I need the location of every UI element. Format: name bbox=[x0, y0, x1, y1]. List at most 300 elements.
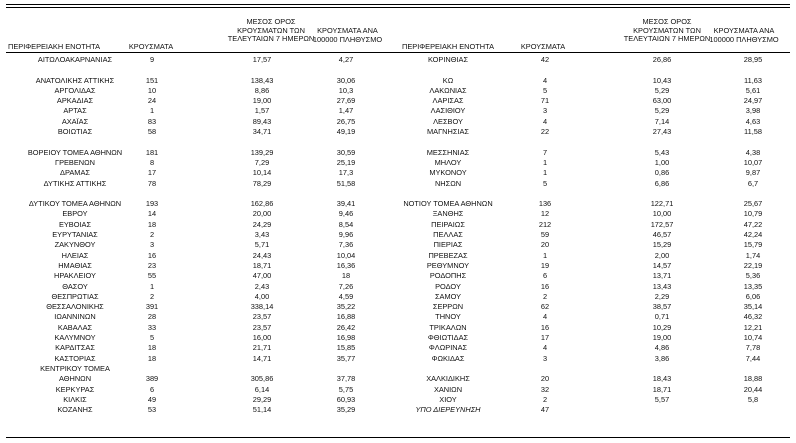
seven-day-average: 10,43 bbox=[652, 75, 672, 85]
region-name: ΠΕΙΡΑΙΩΣ bbox=[431, 219, 465, 229]
cases-per-100k: 35,77 bbox=[336, 353, 356, 363]
cases-per-100k: 9,96 bbox=[338, 230, 354, 240]
cases-count: 18 bbox=[147, 353, 157, 363]
table-row bbox=[0, 312, 390, 322]
cases-count: 4 bbox=[542, 116, 548, 126]
cases-per-100k: 4,27 bbox=[338, 55, 354, 64]
cases-per-100k: 25,19 bbox=[336, 157, 356, 167]
cases-per-100k: 22,19 bbox=[743, 260, 763, 270]
region-name: ΕΥΒΟΙΑΣ bbox=[58, 219, 92, 229]
table-row bbox=[0, 127, 390, 137]
table-row bbox=[390, 261, 796, 271]
cases-count: 5 bbox=[542, 178, 548, 188]
cases-count: 2 bbox=[542, 394, 548, 404]
table-row bbox=[0, 251, 390, 261]
seven-day-average: 7,29 bbox=[254, 157, 270, 167]
table-row bbox=[390, 302, 796, 312]
region-name: ΚΑΛΥΜΝΟΥ bbox=[54, 333, 96, 343]
cases-count: 58 bbox=[147, 127, 157, 137]
seven-day-average: 162,86 bbox=[250, 199, 274, 209]
cases-count: 24 bbox=[147, 96, 157, 106]
region-name: ΙΩΑΝΝΙΝΩΝ bbox=[54, 312, 96, 322]
cases-per-100k: 4,59 bbox=[338, 291, 354, 301]
cases-per-100k: 28,95 bbox=[743, 55, 763, 64]
seven-day-average: 46,57 bbox=[652, 230, 672, 240]
cases-count: 1 bbox=[542, 157, 548, 167]
cases-per-100k: 7,36 bbox=[338, 240, 354, 250]
cases-count: 7 bbox=[542, 147, 548, 157]
table-row bbox=[390, 86, 796, 96]
column-header: ΚΡΟΥΣΜΑΤΑ ΑΝΑ 100000 ΠΛΗΘΥΣΜΟ bbox=[709, 26, 779, 44]
cases-per-100k: 7,44 bbox=[745, 353, 761, 363]
column-header: ΚΡΟΥΣΜΑΤΑ bbox=[128, 42, 174, 51]
cases-count: 391 bbox=[145, 302, 159, 312]
table-row bbox=[0, 240, 390, 250]
cases-per-100k: 15,85 bbox=[336, 343, 356, 353]
region-name: ΚΩ bbox=[442, 75, 454, 85]
table-row bbox=[0, 96, 390, 106]
region-name: ΧΑΛΚΙΔΙΚΗΣ bbox=[426, 374, 470, 384]
cases-count: 3 bbox=[542, 106, 548, 116]
cases-count: 12 bbox=[540, 209, 550, 219]
table-row bbox=[390, 354, 796, 364]
seven-day-average: 26,86 bbox=[652, 55, 672, 64]
seven-day-average: 10,14 bbox=[252, 168, 272, 178]
cases-count: 14 bbox=[147, 209, 157, 219]
cases-count: 33 bbox=[147, 322, 157, 332]
seven-day-average: 1,57 bbox=[254, 106, 270, 116]
table-row bbox=[0, 220, 390, 230]
cases-per-100k: 15,79 bbox=[743, 240, 763, 250]
cases-count: 22 bbox=[540, 127, 550, 137]
cases-count: 18 bbox=[147, 219, 157, 229]
region-name: ΡΟΔΟΠΗΣ bbox=[429, 271, 467, 281]
region-name: ΠΡΕΒΕΖΑΣ bbox=[428, 250, 468, 260]
cases-count: 49 bbox=[147, 394, 157, 404]
region-name: ΜΥΚΟΝΟΥ bbox=[429, 168, 467, 178]
region-name: ΛΑΡΙΣΑΣ bbox=[432, 96, 464, 106]
cases-per-100k: 8,54 bbox=[338, 219, 354, 229]
cases-per-100k: 10,3 bbox=[338, 85, 354, 95]
table-row bbox=[0, 282, 390, 292]
region-name: ΡΕΘΥΜΝΟΥ bbox=[426, 260, 470, 270]
cases-per-100k: 49,19 bbox=[336, 127, 356, 137]
cases-count: 4 bbox=[542, 75, 548, 85]
seven-day-average: 18,71 bbox=[252, 260, 272, 270]
seven-day-average: 21,71 bbox=[252, 343, 272, 353]
cases-count: 6 bbox=[542, 271, 548, 281]
region-name: ΔΡΑΜΑΣ bbox=[60, 168, 90, 178]
seven-day-average: 20,00 bbox=[252, 209, 272, 219]
cases-count: 16 bbox=[147, 250, 157, 260]
seven-day-average: 6,86 bbox=[654, 178, 670, 188]
cases-per-100k: 5,8 bbox=[747, 394, 759, 404]
cases-count: 193 bbox=[145, 199, 159, 209]
region-name: ΛΕΣΒΟΥ bbox=[433, 116, 463, 126]
region-name: ΛΑΣΙΘΙΟΥ bbox=[430, 106, 466, 116]
table-row bbox=[0, 76, 390, 86]
cases-per-100k: 16,98 bbox=[336, 333, 356, 343]
seven-day-average: 2,43 bbox=[254, 281, 270, 291]
table-row bbox=[390, 209, 796, 219]
cases-count: 17 bbox=[540, 333, 550, 343]
cases-count: 17 bbox=[147, 168, 157, 178]
region-name: ΗΜΑΘΙΑΣ bbox=[58, 260, 92, 270]
region-name: ΠΙΕΡΙΑΣ bbox=[433, 240, 463, 250]
cases-per-100k: 10,04 bbox=[336, 250, 356, 260]
column-header: ΜΕΣΟΣ ΟΡΟΣ ΚΡΟΥΣΜΑΤΩΝ ΤΩΝ ΤΕΛΕΥΤΑΙΩΝ 7 ΗΜΕΡΩΝ bbox=[227, 17, 315, 43]
cases-count: 3 bbox=[149, 240, 155, 250]
table-row bbox=[0, 395, 390, 405]
cases-per-100k: 18 bbox=[341, 271, 351, 281]
seven-day-average: 51,14 bbox=[252, 405, 272, 415]
cases-count: 389 bbox=[145, 374, 159, 384]
table-row bbox=[0, 117, 390, 127]
cases-per-100k: 4,38 bbox=[745, 147, 761, 157]
region-name: ΦΛΩΡΙΝΑΣ bbox=[428, 343, 468, 353]
seven-day-average: 2,29 bbox=[654, 291, 670, 301]
cases-per-100k: 11,58 bbox=[744, 127, 762, 137]
table-spacer-row bbox=[390, 189, 796, 199]
cases-per-100k: 39,41 bbox=[336, 199, 356, 209]
cases-per-100k: 6,06 bbox=[745, 291, 761, 301]
table-row bbox=[390, 240, 796, 250]
cases-count: 6 bbox=[149, 384, 155, 394]
cases-per-100k: 13,35 bbox=[743, 281, 763, 291]
seven-day-average: 3,43 bbox=[254, 230, 270, 240]
table-row bbox=[390, 168, 796, 178]
cases-per-100k: 3,98 bbox=[745, 106, 761, 116]
region-name: ΠΕΛΛΑΣ bbox=[433, 230, 463, 240]
table-row bbox=[390, 127, 796, 137]
region-name: ΚΑΣΤΟΡΙΑΣ bbox=[54, 353, 96, 363]
seven-day-average: 24,43 bbox=[252, 250, 272, 260]
seven-day-average: 29,29 bbox=[252, 394, 272, 404]
region-name: ΦΩΚΙΔΑΣ bbox=[431, 353, 465, 363]
table-spacer-row bbox=[390, 364, 796, 374]
seven-day-average: 34,71 bbox=[252, 127, 272, 137]
cases-per-100k: 10,74 bbox=[743, 333, 763, 343]
table-row bbox=[390, 179, 796, 189]
region-name: ΤΡΙΚΑΛΩΝ bbox=[429, 322, 467, 332]
cases-per-100k: 10,79 bbox=[743, 209, 763, 219]
cases-per-100k: 47,22 bbox=[743, 219, 763, 229]
region-name: ΑΙΤΩΛΟΑΚΑΡΝΑΝΙΑΣ bbox=[37, 55, 113, 64]
seven-day-average: 16,00 bbox=[252, 333, 272, 343]
region-name: ΧΙΟΥ bbox=[439, 394, 457, 404]
table-row bbox=[0, 364, 390, 374]
seven-day-average: 0,71 bbox=[654, 312, 670, 322]
region-name: ΚΟΡΙΝΘΙΑΣ bbox=[427, 55, 469, 64]
table-spacer-row bbox=[0, 189, 390, 199]
region-name: ΗΛΕΙΑΣ bbox=[61, 250, 89, 260]
seven-day-average: 5,29 bbox=[654, 106, 670, 116]
cases-per-100k: 9,87 bbox=[745, 168, 761, 178]
seven-day-average: 172,57 bbox=[650, 219, 674, 229]
cases-per-100k: 27,69 bbox=[336, 96, 356, 106]
seven-day-average: 5,71 bbox=[254, 240, 270, 250]
cases-per-100k: 16,36 bbox=[336, 260, 356, 270]
seven-day-average: 338,14 bbox=[250, 302, 274, 312]
cases-per-100k: 60,93 bbox=[336, 394, 356, 404]
region-name: ΤΗΝΟΥ bbox=[435, 312, 461, 322]
seven-day-average: 138,43 bbox=[250, 75, 274, 85]
table-row bbox=[390, 282, 796, 292]
cases-per-100k: 17,3 bbox=[338, 168, 354, 178]
table-row bbox=[390, 55, 796, 65]
cases-count: 2 bbox=[149, 230, 155, 240]
cases-count: 1 bbox=[542, 168, 548, 178]
seven-day-average: 4,00 bbox=[254, 291, 270, 301]
table-row bbox=[390, 395, 796, 405]
seven-day-average: 5,43 bbox=[654, 147, 670, 157]
cases-per-100k: 11,63 bbox=[744, 75, 762, 85]
cases-count: 2 bbox=[542, 291, 548, 301]
seven-day-average: 305,86 bbox=[250, 374, 274, 384]
seven-day-average: 122,71 bbox=[650, 199, 674, 209]
table-row bbox=[390, 251, 796, 261]
cases-count: 83 bbox=[147, 116, 157, 126]
seven-day-average: 24,29 bbox=[252, 219, 272, 229]
region-name: ΡΟΔΟΥ bbox=[435, 281, 461, 291]
region-name: ΣΕΡΡΩΝ bbox=[432, 302, 464, 312]
table-row bbox=[390, 96, 796, 106]
seven-day-average: 27,43 bbox=[652, 127, 672, 137]
seven-day-average: 7,14 bbox=[654, 116, 670, 126]
seven-day-average: 23,57 bbox=[252, 322, 272, 332]
cases-count: 212 bbox=[538, 219, 552, 229]
cases-per-100k: 7,26 bbox=[338, 281, 354, 291]
seven-day-average: 10,00 bbox=[652, 209, 672, 219]
cases-count: 4 bbox=[542, 343, 548, 353]
table-spacer-row bbox=[0, 137, 390, 147]
cases-count: 136 bbox=[538, 199, 552, 209]
seven-day-average: 17,57 bbox=[252, 55, 272, 64]
region-name: ΜΑΓΝΗΣΙΑΣ bbox=[427, 127, 469, 137]
cases-count: 32 bbox=[540, 384, 550, 394]
region-name: ΜΕΣΣΗΝΙΑΣ bbox=[426, 147, 470, 157]
cases-per-100k: 25,67 bbox=[743, 199, 763, 209]
region-name: ΚΕΝΤΡΙΚΟΥ ΤΟΜΕΑ bbox=[40, 363, 110, 373]
cases-per-100k: 46,32 bbox=[743, 312, 763, 322]
cases-per-100k: 9,46 bbox=[338, 209, 354, 219]
table-row bbox=[0, 148, 390, 158]
table-row bbox=[390, 343, 796, 353]
region-name: ΔΥΤΙΚΟΥ ΤΟΜΕΑ ΑΘΗΝΩΝ bbox=[28, 199, 122, 209]
region-name: ΣΑΜΟΥ bbox=[434, 291, 462, 301]
table-row bbox=[0, 55, 390, 65]
table-row bbox=[0, 323, 390, 333]
table-row bbox=[0, 333, 390, 343]
table-row bbox=[0, 230, 390, 240]
region-name: ΕΒΡΟΥ bbox=[62, 209, 88, 219]
cases-count: 16 bbox=[540, 281, 550, 291]
region-name: ΚΙΛΚΙΣ bbox=[63, 394, 87, 404]
cases-per-100k: 5,61 bbox=[745, 85, 761, 95]
region-name: ΦΘΙΩΤΙΔΑΣ bbox=[427, 333, 469, 343]
seven-day-average: 4,86 bbox=[654, 343, 670, 353]
seven-day-average: 139,29 bbox=[250, 147, 274, 157]
seven-day-average: 63,00 bbox=[652, 96, 672, 106]
left-table bbox=[0, 0, 390, 443]
seven-day-average: 2,00 bbox=[654, 250, 670, 260]
seven-day-average: 89,43 bbox=[252, 116, 272, 126]
cases-per-100k: 35,14 bbox=[743, 302, 763, 312]
cases-per-100k: 35,29 bbox=[336, 405, 356, 415]
cases-per-100k: 1,74 bbox=[745, 250, 761, 260]
table-row bbox=[0, 354, 390, 364]
cases-count: 181 bbox=[145, 147, 159, 157]
header-rule bbox=[6, 52, 390, 53]
table-row bbox=[0, 292, 390, 302]
cases-count: 1 bbox=[542, 250, 548, 260]
seven-day-average: 38,57 bbox=[652, 302, 672, 312]
seven-day-average: 0,86 bbox=[654, 168, 670, 178]
cases-count: 9 bbox=[149, 55, 155, 64]
table-row bbox=[0, 209, 390, 219]
table-spacer-row bbox=[390, 65, 796, 75]
seven-day-average: 23,57 bbox=[252, 312, 272, 322]
table-row bbox=[390, 374, 796, 384]
region-name: ΒΟΙΩΤΙΑΣ bbox=[57, 127, 93, 137]
table-row bbox=[0, 405, 390, 415]
cases-per-100k: 5,75 bbox=[338, 384, 354, 394]
seven-day-average: 1,00 bbox=[654, 157, 670, 167]
region-name: ΘΑΣΟΥ bbox=[62, 281, 88, 291]
cases-count: 16 bbox=[540, 322, 550, 332]
table-row bbox=[0, 261, 390, 271]
region-name: ΞΑΝΘΗΣ bbox=[432, 209, 464, 219]
cases-per-100k: 16,88 bbox=[336, 312, 356, 322]
cases-per-100k: 7,78 bbox=[745, 343, 761, 353]
table-row bbox=[0, 86, 390, 96]
cases-count: 10 bbox=[147, 85, 157, 95]
table-row bbox=[0, 158, 390, 168]
cases-per-100k: 12,21 bbox=[743, 322, 763, 332]
region-name: ΝΗΣΩΝ bbox=[434, 178, 462, 188]
cases-count: 1 bbox=[149, 281, 155, 291]
column-header: ΜΕΣΟΣ ΟΡΟΣ ΚΡΟΥΣΜΑΤΩΝ ΤΩΝ ΤΕΛΕΥΤΑΙΩΝ 7 ΗΜΕΡΩΝ bbox=[623, 17, 711, 43]
table-row bbox=[390, 220, 796, 230]
table-row bbox=[390, 230, 796, 240]
table-row bbox=[390, 117, 796, 127]
region-name: ΖΑΚΥΝΘΟΥ bbox=[54, 240, 96, 250]
cases-per-100k: 10,07 bbox=[743, 157, 763, 167]
cases-count: 8 bbox=[149, 157, 155, 167]
region-name: ΚΕΡΚΥΡΑΣ bbox=[55, 384, 95, 394]
region-name: ΘΕΣΣΑΛΟΝΙΚΗΣ bbox=[46, 302, 104, 312]
table-row bbox=[390, 76, 796, 86]
seven-day-average: 14,71 bbox=[252, 353, 272, 363]
cases-per-100k: 30,59 bbox=[336, 147, 356, 157]
table-row bbox=[390, 385, 796, 395]
cases-count: 3 bbox=[542, 353, 548, 363]
table-row bbox=[0, 302, 390, 312]
region-name: ΒΟΡΕΙΟΥ ΤΟΜΕΑ ΑΘΗΝΩΝ bbox=[27, 147, 123, 157]
region-name: ΑΡΓΟΛΙΔΑΣ bbox=[54, 85, 96, 95]
column-header: ΚΡΟΥΣΜΑΤΑ bbox=[520, 42, 566, 51]
seven-day-average: 13,71 bbox=[652, 271, 672, 281]
cases-count: 62 bbox=[540, 302, 550, 312]
seven-day-average: 19,00 bbox=[252, 96, 272, 106]
table-row bbox=[390, 312, 796, 322]
region-name: ΛΑΚΩΝΙΑΣ bbox=[429, 85, 467, 95]
table-row bbox=[0, 385, 390, 395]
table-row bbox=[390, 158, 796, 168]
right-table bbox=[390, 0, 796, 443]
region-name: ΔΥΤΙΚΗΣ ΑΤΤΙΚΗΣ bbox=[43, 178, 107, 188]
region-name: ΗΡΑΚΛΕΙΟΥ bbox=[54, 271, 96, 281]
region-name: ΧΑΝΙΩΝ bbox=[433, 384, 463, 394]
seven-day-average: 78,29 bbox=[252, 178, 272, 188]
header-rule bbox=[390, 52, 790, 53]
cases-per-100k: 42,24 bbox=[743, 230, 763, 240]
bottom-rule bbox=[6, 437, 790, 438]
table-row bbox=[390, 199, 796, 209]
table-row bbox=[390, 292, 796, 302]
cases-count: 5 bbox=[149, 333, 155, 343]
table-row bbox=[390, 271, 796, 281]
cases-count: 28 bbox=[147, 312, 157, 322]
cases-per-100k: 20,44 bbox=[743, 384, 763, 394]
region-name: ΑΡΚΑΔΙΑΣ bbox=[56, 96, 94, 106]
table-row bbox=[390, 106, 796, 116]
table-row bbox=[0, 199, 390, 209]
cases-per-100k: 26,75 bbox=[336, 116, 356, 126]
cases-count: 23 bbox=[147, 260, 157, 270]
column-header: ΠΕΡΙΦΕΡΕΙΑΚΗ ΕΝΟΤΗΤΑ bbox=[402, 42, 494, 51]
region-name: ΓΡΕΒΕΝΩΝ bbox=[55, 157, 95, 167]
cases-per-100k: 30,06 bbox=[336, 75, 356, 85]
cases-count: 19 bbox=[540, 260, 550, 270]
table-spacer-row bbox=[0, 65, 390, 75]
region-name: ΚΑΒΑΛΑΣ bbox=[57, 322, 93, 332]
cases-count: 20 bbox=[540, 374, 550, 384]
table-row bbox=[0, 343, 390, 353]
cases-count: 78 bbox=[147, 178, 157, 188]
seven-day-average: 14,57 bbox=[652, 260, 672, 270]
cases-count: 151 bbox=[145, 75, 159, 85]
seven-day-average: 10,29 bbox=[652, 322, 672, 332]
cases-per-100k: 6,7 bbox=[747, 178, 759, 188]
seven-day-average: 5,57 bbox=[654, 394, 670, 404]
region-name: ΑΝΑΤΟΛΙΚΗΣ ΑΤΤΙΚΗΣ bbox=[35, 75, 115, 85]
cases-count: 47 bbox=[540, 405, 550, 415]
cases-per-100k: 5,36 bbox=[745, 271, 761, 281]
column-header: ΠΕΡΙΦΕΡΕΙΑΚΗ ΕΝΟΤΗΤΑ bbox=[8, 42, 100, 51]
table-row bbox=[0, 179, 390, 189]
cases-per-100k: 24,97 bbox=[743, 96, 763, 106]
seven-day-average: 47,00 bbox=[252, 271, 272, 281]
cases-count: 5 bbox=[542, 85, 548, 95]
seven-day-average: 8,86 bbox=[254, 85, 270, 95]
cases-count: 18 bbox=[147, 343, 157, 353]
table-body bbox=[0, 55, 390, 415]
region-name: ΘΕΣΠΡΩΤΙΑΣ bbox=[51, 291, 99, 301]
column-header: ΚΡΟΥΣΜΑΤΑ ΑΝΑ 100000 ΠΛΗΘΥΣΜΟ bbox=[312, 26, 383, 44]
cases-count: 2 bbox=[149, 291, 155, 301]
cases-per-100k: 1,47 bbox=[338, 106, 354, 116]
table-row bbox=[0, 168, 390, 178]
table-spacer-row bbox=[390, 137, 796, 147]
table-row bbox=[0, 106, 390, 116]
cases-count: 20 bbox=[540, 240, 550, 250]
cases-per-100k: 37,78 bbox=[336, 374, 356, 384]
seven-day-average: 5,29 bbox=[654, 85, 670, 95]
seven-day-average: 3,86 bbox=[654, 353, 670, 363]
region-name: ΝΟΤΙΟΥ ΤΟΜΕΑ ΑΘΗΝΩΝ bbox=[403, 199, 493, 209]
table-row bbox=[390, 333, 796, 343]
